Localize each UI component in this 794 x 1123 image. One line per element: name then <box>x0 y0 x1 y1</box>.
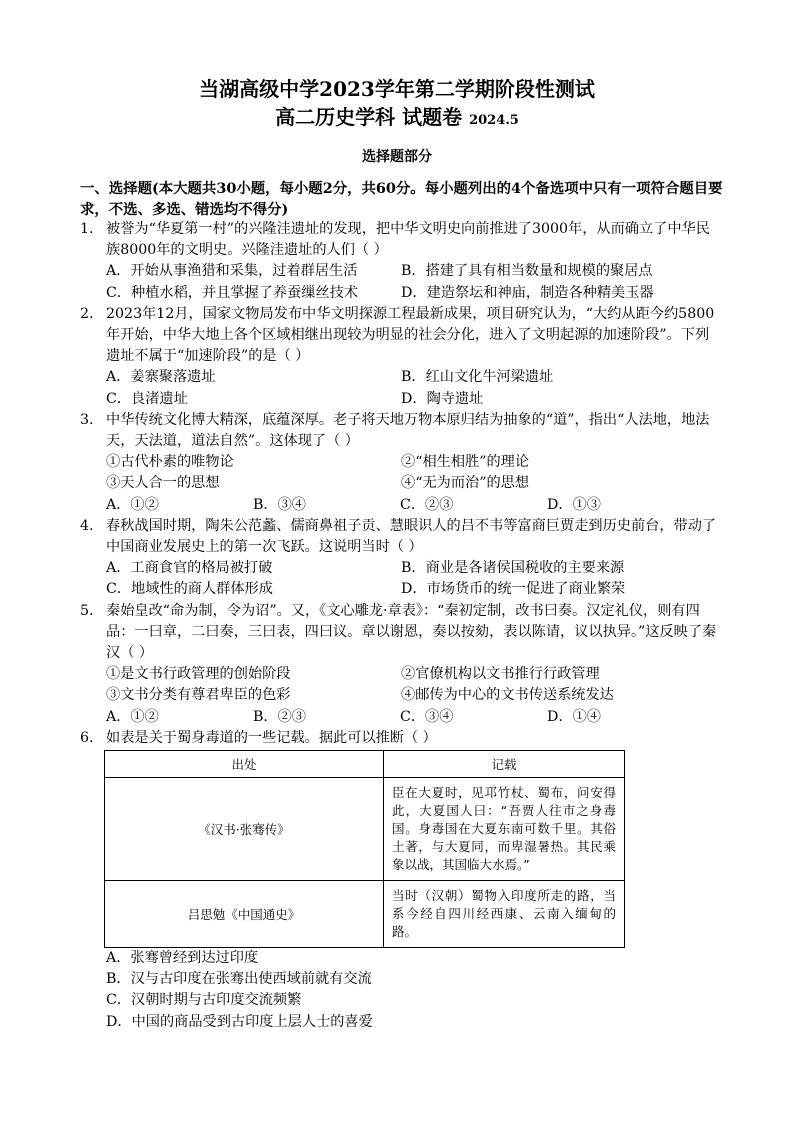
question-2 <box>80 304 720 368</box>
subject-title: 高二历史学科 试题卷 <box>275 105 463 129</box>
question-3-statements <box>80 452 720 494</box>
header-record: 记载 <box>384 751 625 778</box>
question-6-options <box>80 948 720 1033</box>
question-3 <box>80 410 720 452</box>
question-stem: 2023年12月，国家文物局发布中华文明探源工程最新成果，项目研究认为，“大约从距今约5800年开始，中华大地上各个区域相继出现较为明显的社会分化，进入了文明起源的加速阶段”。下列遗址不属于“加速阶段”的是（ ） <box>106 305 715 365</box>
question-2-options <box>80 367 720 409</box>
records-table <box>104 750 625 948</box>
statement-3: ③文书分类有尊君卑臣的色彩 <box>106 687 291 704</box>
question-5 <box>80 601 720 665</box>
question-number: 4. <box>80 517 94 534</box>
exam-date: 2024.5 <box>469 113 519 128</box>
option-b[interactable]: B．②③ <box>253 708 306 725</box>
statement-3: ③天人合一的思想 <box>106 475 220 492</box>
question-5-statements <box>80 664 720 706</box>
table-row <box>105 881 625 948</box>
question-6 <box>80 728 720 749</box>
statement-2: ②官僚机构以文书推行行政管理 <box>401 666 600 683</box>
option-c[interactable]: C．汉朝时期与古印度交流频繁 <box>106 992 302 1009</box>
statement-2: ②“相生相胜”的理论 <box>401 454 530 471</box>
option-d[interactable]: D．中国的商品受到古印度上层人士的喜爱 <box>106 1013 373 1030</box>
option-d[interactable]: D．①④ <box>547 708 601 725</box>
option-b[interactable]: B．商业是各诸侯国税收的主要来源 <box>401 560 625 577</box>
option-d[interactable]: D．市场货币的统一促进了商业繁荣 <box>401 581 626 598</box>
option-c[interactable]: C．③④ <box>400 708 454 725</box>
statement-4: ④“无为而治”的思想 <box>401 475 530 492</box>
option-a[interactable]: A．工商食官的格局被打破 <box>106 560 273 577</box>
option-d[interactable]: D．陶寺遗址 <box>401 390 484 407</box>
option-a[interactable]: A．张骞曾经到达过印度 <box>106 950 259 967</box>
option-d[interactable]: D．建造祭坛和神庙，制造各种精美玉器 <box>401 284 654 301</box>
option-b[interactable]: B．汉与古印度在张骞出使西域前就有交流 <box>106 971 372 988</box>
table-cell-source: 吕思勉《中国通史》 <box>105 881 384 948</box>
question-5-options <box>80 707 720 728</box>
option-a[interactable]: A．开始从事渔猎和采集，过着群居生活 <box>106 263 358 280</box>
question-number: 1. <box>80 221 94 237</box>
question-stem: 春秋战国时期，陶朱公范蠡、儒商鼻祖子贡、慧眼识人的吕不韦等富商巨贾走到历史前台，带动了中国商业发展史上的第一次飞跃。这说明当时（ ） <box>106 517 717 556</box>
option-c[interactable]: C．②③ <box>400 496 454 513</box>
question-stem: 被誉为“华夏第一村”的兴隆洼遗址的发现，把中华文明史向前推进了3000年，从而确立了中华民族8000年的文明史。兴隆洼遗址的人们（ ） <box>106 221 710 259</box>
option-a[interactable]: A．①② <box>106 708 159 725</box>
question-1-options <box>80 261 720 303</box>
question-stem: 秦始皇改“命为制，令为诏”。又，《文心雕龙·章表》：“秦初定制，改书曰奏。汉定礼仪，则有四品：一曰章，二曰奏，三曰表，四曰议。章以谢恩，奏以按劾，表以陈请，议以执异。”这反映了秦汉（ ） <box>106 602 717 662</box>
question-stem: 中华传统文化博大精深，底蕴深厚。老子将天地万物本原归结为抽象的“道”，指出“人法地，地法天，天法道，道法自然”。这体现了（ ） <box>106 411 710 450</box>
question-4-options <box>80 558 720 600</box>
table-header-row <box>105 751 625 778</box>
option-c[interactable]: C．地域性的商人群体形成 <box>106 581 273 598</box>
question-number: 3. <box>80 411 94 428</box>
question-number: 6. <box>80 729 94 746</box>
exam-title: 当湖高级中学2023学年第二学期阶段性测试 <box>199 77 595 101</box>
statement-1: ①古代朴素的唯物论 <box>106 454 234 471</box>
option-b[interactable]: B．红山文化牛河梁遗址 <box>401 369 554 386</box>
table-row <box>105 778 625 881</box>
header-source: 出处 <box>105 751 384 778</box>
section-instructions: 一、选择题(本大题共30小题，每小题2分，共60分。每小题列出的4个备选项中只有一项符合题目要求，不选、多选、错选均不得分) <box>80 180 723 218</box>
option-b[interactable]: B．③④ <box>253 496 306 513</box>
question-stem: 如表是关于蜀身毒道的一些记载。据此可以推断（ ） <box>106 729 437 746</box>
option-a[interactable]: A．①② <box>106 496 159 513</box>
option-b[interactable]: B．搭建了具有相当数量和规模的聚居点 <box>401 263 653 280</box>
option-c[interactable]: C．种植水稻，并且掌握了养蚕缫丝技术 <box>106 284 359 301</box>
statement-1: ①是文书行政管理的创始阶段 <box>106 666 291 683</box>
option-c[interactable]: C．良渚遗址 <box>106 390 188 407</box>
question-number: 2. <box>80 305 94 322</box>
statement-4: ④邮传为中心的文书传送系统发达 <box>401 687 614 704</box>
exam-subtitle <box>0 104 794 134</box>
questions-list <box>80 219 720 1033</box>
question-number: 5. <box>80 602 94 619</box>
option-a[interactable]: A．姜寨聚落遗址 <box>106 369 216 386</box>
table-cell-record: 当时（汉朝）蜀物入印度所走的路，当系今经自四川经西康、云南入缅甸的路。 <box>384 881 625 948</box>
question-3-options <box>80 495 720 516</box>
table-cell-source: 《汉书·张骞传》 <box>105 778 384 881</box>
option-d[interactable]: D．①③ <box>547 496 601 513</box>
question-4 <box>80 516 720 558</box>
table-cell-record: 臣在大夏时，见邛竹杖、蜀布，问安得此，大夏国人曰：“吾贾人往市之身毒国。身毒国在大夏东南可数千里。其俗土著，与大夏同，而卑湿暑热。其民乘象以战，其国临大水焉。” <box>384 778 625 881</box>
question-1 <box>80 219 720 261</box>
part-heading: 选择题部分 <box>362 149 432 165</box>
